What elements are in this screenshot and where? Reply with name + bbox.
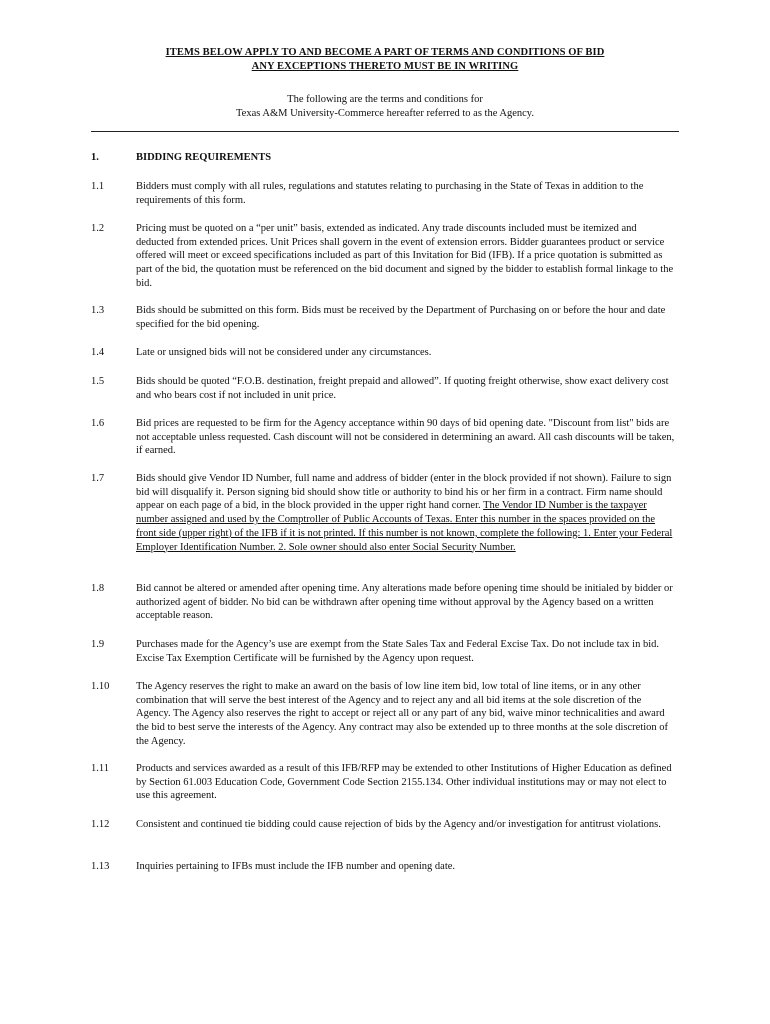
clause-number: 1.12 — [91, 819, 110, 830]
clause-text: Bid prices are requested to be firm for the Agency acceptance within 90 days of bid opening date. "Discount from list" bids are not acceptable unless requested. Cash discount will not be considered in determining an award. All cash discounts will be taken, if earned. — [136, 418, 675, 457]
clause-number: 1.10 — [91, 681, 110, 692]
clause-number: 1.11 — [91, 763, 109, 774]
clause-number: 1.1 — [91, 181, 105, 192]
section-number: 1. — [91, 152, 99, 163]
header-line-1: ITEMS BELOW APPLY TO AND BECOME A PART OF TERMS AND CONDITIONS OF BID — [165, 47, 605, 58]
clause-number: 1.7 — [91, 473, 105, 484]
clause-text: Purchases made for the Agency’s use are exempt from the State Sales Tax and Federal Excise Tax. Do not include tax in bid. Excise Tax Exemption Certificate will be furnished by the Agency upon request. — [136, 639, 659, 664]
clause-text-underlined: The Vendor ID Number is the taxpayer number assigned and used by the Comptroller of Public Accounts of Texas. Enter this number in the spaces provided on the front side (upper right) of the IFB if it is not printed. If this number is not known, complete the following: 1. Enter your Federal Employer Identification Number. 2. Sole owner should also enter Social Security Number. — [136, 500, 673, 553]
clause-text: Products and services awarded as a result of this IFB/RFP may be extended to other Institutions of Higher Education as defined by Section 61.003 Education Code, Government Code Section 2155.134. Other individual institutions may or may not elect to use this agreement. — [136, 763, 672, 802]
clause-text: Inquiries pertaining to IFBs must include the IFB number and opening date. — [136, 861, 456, 872]
section-title: BIDDING REQUIREMENTS — [136, 152, 272, 163]
clause-number: 1.13 — [91, 861, 110, 872]
clause-text: Consistent and continued tie bidding could cause rejection of bids by the Agency and/or investigation for antitrust violations. — [136, 819, 661, 830]
clause-text-plain: Bids should give Vendor ID Number, full name and address of bidder (enter in the block provided if not shown). Failure to sign bid will disqualify it. Person signing bid should show title or authority to bind his or her firm in a contract. Firm name should appear on each page of a bid, in the block provided in the upper right hand corner. — [136, 473, 672, 512]
clause-number: 1.5 — [91, 376, 105, 387]
clause-number: 1.6 — [91, 418, 105, 429]
clause-text — [136, 472, 676, 554]
clause-number: 1.3 — [91, 305, 105, 316]
intro-line-1: The following are the terms and conditions for — [287, 94, 483, 105]
clause-text: Bid cannot be altered or amended after opening time. Any alterations made before opening time should be initialed by bidder or authorized agent of bidder. No bid can be withdrawn after opening time without approval by the Agency based on a written acceptable reason. — [136, 583, 673, 622]
clause-text: Bids should be quoted “F.O.B. destination, freight prepaid and allowed”. If quoting freight otherwise, show exact delivery cost and who bears cost if not included in unit price. — [136, 376, 669, 401]
clause-number: 1.4 — [91, 347, 105, 358]
clause-text: Late or unsigned bids will not be considered under any circumstances. — [136, 347, 432, 358]
clause-number: 1.9 — [91, 639, 105, 650]
clause-number: 1.8 — [91, 583, 105, 594]
clause-text: Bids should be submitted on this form. Bids must be received by the Department of Purchasing on or before the hour and date specified for the bid opening. — [136, 305, 666, 330]
intro-line-2: Texas A&M University-Commerce hereafter referred to as the Agency. — [235, 108, 534, 119]
clause-text: Pricing must be quoted on a “per unit” basis, extended as indicated. Any trade discounts included must be itemized and deducted from extended prices. Unit Prices shall govern in the event of extension errors. Bidder guarantees product or service offered will meet or exceed specifications included as part of this Invitation for Bid (IFB). If a price quotation is submitted as part of the bid, the quotation must be referenced on the bid document and signed by the bidder to establish formal linkage to the bid. — [136, 223, 674, 289]
horizontal-rule — [91, 131, 679, 132]
header-line-2: ANY EXCEPTIONS THERETO MUST BE IN WRITING — [251, 61, 519, 72]
clause-text: Bidders must comply with all rules, regulations and statutes relating to purchasing in the State of Texas in addition to the requirements of this form. — [136, 181, 644, 206]
clause-text: The Agency reserves the right to make an award on the basis of low line item bid, low total of line items, or in any other combination that will serve the best interest of the Agency and to reject any and all bid items at the sole discretion of the Agency. The Agency also reserves the right to accept or reject all or any part of any bid, waive minor technicalities and award the bid to best serve the interests of the Agency. Any contract may also be extended up to three months at the sole discretion of the Agency. — [136, 681, 669, 747]
clause-number: 1.2 — [91, 223, 105, 234]
